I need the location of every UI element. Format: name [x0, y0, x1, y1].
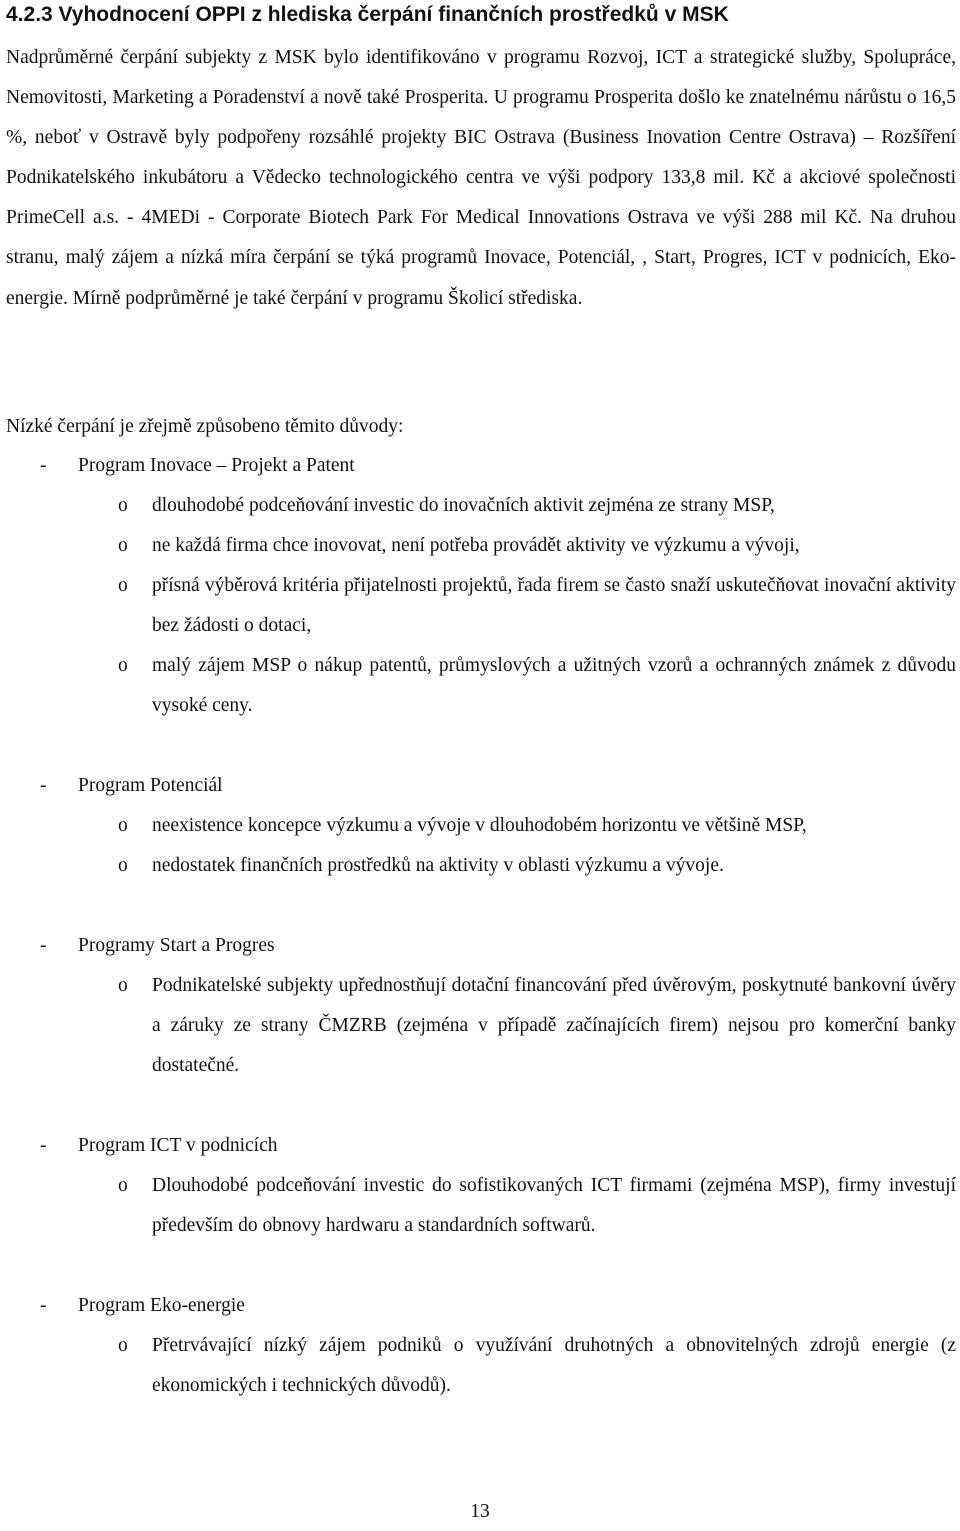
- program-name: Program Potenciál: [78, 775, 223, 796]
- list-item-text: Přetrvávající nízký zájem podniků o využívání druhotných a obnovitelných zdrojů energie (z ekonomických i technických důvodů).: [152, 1335, 956, 1396]
- dash-marker: -: [40, 1135, 47, 1156]
- list-item-text: Podnikatelské subjekty upřednostňují dotační financování před úvěrovým, poskytnuté bankovní úvěry a záruky ze strany ČMZRB (zejména v případě začínajících firem) nejsou pro komerční banky dostatečné.: [152, 975, 956, 1076]
- bullet-marker: o: [118, 1335, 128, 1356]
- list-item-text: malý zájem MSP o nákup patentů, průmyslových a užitných vzorů a ochranných známek z důvodu vysoké ceny.: [152, 655, 956, 716]
- list-item-text: dlouhodobé podceňování investic do inovačních aktivit zejména ze strany MSP,: [152, 495, 775, 516]
- list-item: [0, 1326, 960, 1406]
- program-section-ict: [0, 1126, 960, 1246]
- program-section-eko-energie: [0, 1286, 960, 1406]
- bullet-marker: o: [118, 535, 128, 556]
- list-item-text: neexistence koncepce výzkumu a vývoje v dlouhodobém horizontu ve většině MSP,: [152, 815, 807, 836]
- list-item-text: nedostatek finančních prostředků na aktivity v oblasti výzkumu a vývoje.: [152, 855, 724, 876]
- list-item: [0, 646, 960, 726]
- intro-paragraph: Nadprůměrné čerpání subjekty z MSK bylo identifikováno v programu Rozvoj, ICT a strategické služby, Spolupráce, Nemovitosti, Marketing a Poradenství a nově také Prosperita. U programu Prosperita došlo ke znatelnému nárůstu o 16,5 %, neboť v Ostravě byly podpořeny rozsáhlé projekty BIC Ostrava (Business Inovation Centre Ostrava) – Rozšíření Podnikatelského inkubátoru a Vědecko technologického centra ve výši podpory 133,8 mil. Kč a akciové společnosti PrimeCell a.s. - 4MEDi - Corporate Biotech Park For Medical Innovations Ostrava ve výši 288 mil Kč. Na druhou stranu, malý zájem a nízká míra čerpání se týká programů Inovace, Potenciál, , Start, Progres, ICT v podnicích, Eko-energie. Mírně podprůměrné je také čerpání v programu Školicí střediska.: [6, 47, 956, 309]
- list-item: [0, 486, 960, 526]
- program-heading: [0, 926, 960, 966]
- list-item-text: ne každá firma chce inovovat, není potřeba provádět aktivity ve výzkumu a vývoji,: [152, 535, 800, 556]
- list-item: [0, 806, 960, 846]
- list-item-text: Dlouhodobé podceňování investic do sofistikovaných ICT firmami (zejména MSP), firmy investují především do obnovy hardwaru a standardních softwarů.: [152, 1175, 956, 1236]
- dash-marker: -: [40, 775, 47, 796]
- section-heading: 4.2.3 Vyhodnocení OPPI z hlediska čerpání finančních prostředků v MSK: [6, 3, 729, 26]
- list-item-text: přísná výběrová kritéria přijatelnosti projektů, řada firem se často snaží uskutečňovat inovační aktivity bez žádosti o dotaci,: [152, 575, 956, 636]
- program-section-potencial: [0, 766, 960, 886]
- list-item: [0, 846, 960, 886]
- reasons-title: Nízké čerpání je zřejmě způsobeno těmito důvody:: [6, 416, 404, 437]
- bullet-marker: o: [118, 1175, 128, 1196]
- program-name: Program ICT v podnicích: [78, 1135, 278, 1156]
- program-heading: [0, 1286, 960, 1326]
- bullet-marker: o: [118, 975, 128, 996]
- dash-marker: -: [40, 455, 47, 476]
- list-item: [0, 566, 960, 646]
- list-item: [0, 526, 960, 566]
- program-name: Program Eko-energie: [78, 1295, 245, 1316]
- bullet-marker: o: [118, 495, 128, 516]
- bullet-marker: o: [118, 815, 128, 836]
- program-heading: [0, 1126, 960, 1166]
- dash-marker: -: [40, 1295, 47, 1316]
- program-heading: [0, 446, 960, 486]
- program-section-start-progres: [0, 926, 960, 1086]
- program-name: Program Inovace – Projekt a Patent: [78, 455, 355, 476]
- program-section-inovace: [0, 446, 960, 726]
- page-number: 13: [470, 1501, 490, 1522]
- list-item: [0, 966, 960, 1086]
- bullet-marker: o: [118, 655, 128, 676]
- dash-marker: -: [40, 935, 47, 956]
- program-name: Programy Start a Progres: [78, 935, 275, 956]
- bullet-marker: o: [118, 855, 128, 876]
- bullet-marker: o: [118, 575, 128, 596]
- list-item: [0, 1166, 960, 1246]
- program-heading: [0, 766, 960, 806]
